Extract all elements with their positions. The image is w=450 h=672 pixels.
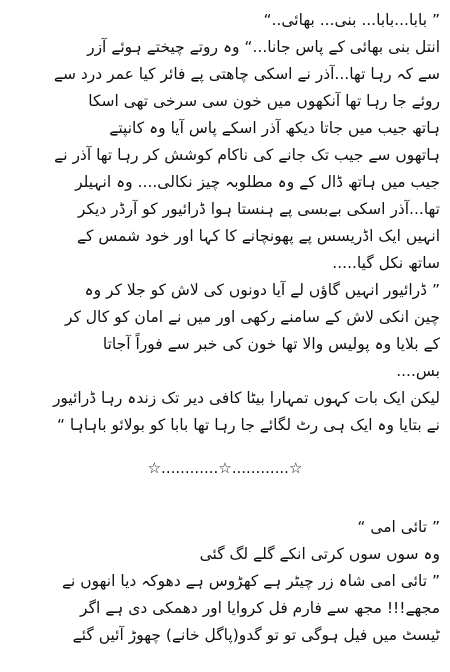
section-divider: ☆............☆............☆ <box>147 459 303 477</box>
text-line: وہ سوں سوں کرتی انکے گلے لگ گئی <box>199 545 440 563</box>
text-line: لیکن ایک بات کہوں تمہارا بیٹا کافی دیر تک زندہ رہا ڈرائیور <box>52 389 440 407</box>
text-line: انہیں ایک اڈریسس پے پھونچانے کا کہا اور خود شمس کے <box>76 227 440 245</box>
text-line: ہاتھ جیب میں جاتا دیکھ آذر اسکے پاس آیا وہ کانپتے <box>109 119 440 137</box>
text-line: ” تائی امی “ <box>357 518 440 536</box>
text-line: سے کہ رہا تھا...آذر نے اسکی چاھتی پے فائر کیا عمر درد سے <box>53 65 440 83</box>
text-line: انتل بنی بھائی کے پاس جانا...“ وہ روتے چیختے ہوئے آزر <box>87 38 440 56</box>
text-line: کے بلایا وہ پولیس والا تھا خون کی خبر سے فوراً آجاتا <box>102 335 440 353</box>
text-line: مجھے!!! مجھ سے فارم فل کروایا اور دھمکی دی ہے اگر <box>80 599 440 617</box>
text-line: ” تائی امی شاہ زر چیٹر ہے کھڑوس ہے دھوکہ دیا انھوں نے <box>61 572 440 590</box>
text-line: ” بابا...بابا... بنی... بھائی..“ <box>263 11 440 29</box>
text-line: نے بتایا وہ ایک ہی رٹ لگائے جا رہا تھا بابا کو بولائو باہاہا “ <box>56 416 440 434</box>
text-line: چین انکی لاش کے سامنے رکھی اور میں نے امان کو کال کر <box>64 308 440 326</box>
text-line: ہاتھوں سے جیب تک جانے کی ناکام کوشش کر رہا تھا آذر نے <box>54 146 440 164</box>
text-line: جیب میں ہاتھ ڈال کے وہ مطلوبہ چیز نکالی.... وہ انہیلر <box>75 173 440 191</box>
text-line: تھا...آذر اسکی بےبسی پے ہنستا ہوا ڈرائیور کو آرڈر دیکر <box>77 200 440 218</box>
text-line: ” ڈرائیور انہیں گاؤں لے آیا دونوں کی لاش کو جلا کر وہ <box>84 281 440 299</box>
text-line: ساتھ نکل گیا..... <box>332 254 440 272</box>
text-line: ٹیسٹ میں فیل ہوگی تو تو گدو(پاگل خانے) چھوڑ آئیں گئے <box>72 626 440 644</box>
text-line: روئے جا رہا تھا آنکھوں میں خون سی سرخی تھی اسکا <box>88 92 440 110</box>
text-line: بس.... <box>396 362 440 380</box>
